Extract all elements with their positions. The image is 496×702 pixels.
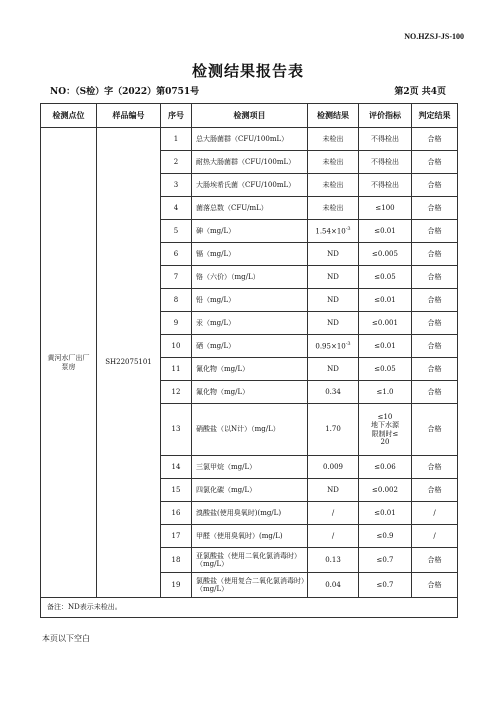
test-item: 四氯化碳（mg/L） — [192, 479, 308, 502]
result-value: ND — [327, 364, 339, 373]
result-exponent: -3 — [345, 341, 351, 348]
evaluation-limit: ≤0.7 — [359, 573, 412, 598]
header-limit: 评价指标 — [359, 104, 412, 128]
row-number: 2 — [161, 151, 192, 174]
row-number: 6 — [161, 243, 192, 266]
verdict: 合格 — [412, 573, 458, 598]
test-result — [308, 404, 359, 456]
row-number: 1 — [161, 128, 192, 151]
verdict: 合格 — [412, 404, 458, 456]
row-number: 11 — [161, 358, 192, 381]
test-result — [308, 266, 359, 289]
verdict: 合格 — [412, 266, 458, 289]
footer-blank-note: 本页以下空白 — [42, 634, 90, 643]
evaluation-limit: ≤0.05 — [359, 358, 412, 381]
test-result — [308, 128, 359, 151]
report-number: NO：（S检）字（2022）第0751号 — [50, 87, 200, 97]
result-value: ND — [327, 249, 339, 258]
test-result — [308, 525, 359, 548]
sample-id-cell: SH22075101 — [97, 128, 161, 598]
result-value: ND — [327, 318, 339, 327]
row-number: 19 — [161, 573, 192, 598]
result-value: 未检出 — [322, 180, 344, 189]
row-number: 18 — [161, 548, 192, 573]
evaluation-limit: ≤0.005 — [359, 243, 412, 266]
verdict: / — [412, 525, 458, 548]
result-value: 0.13 — [325, 555, 341, 564]
row-number: 17 — [161, 525, 192, 548]
test-result — [308, 220, 359, 243]
result-value: 0.04 — [325, 580, 341, 589]
location-cell: 黄河水厂出厂泵房 — [41, 128, 97, 598]
test-item: 亚氯酸盐（使用二氧化氯消毒时）（mg/L） — [192, 548, 308, 573]
note-text: 备注：ND表示未检出。 — [41, 598, 458, 618]
row-number: 3 — [161, 174, 192, 197]
test-result — [308, 243, 359, 266]
test-item: 菌落总数（CFU/mL） — [192, 197, 308, 220]
test-result — [308, 381, 359, 404]
row-number: 7 — [161, 266, 192, 289]
evaluation-limit: ≤0.01 — [359, 335, 412, 358]
row-number: 16 — [161, 502, 192, 525]
result-exponent: -3 — [345, 226, 351, 233]
verdict: 合格 — [412, 548, 458, 573]
verdict: 合格 — [412, 479, 458, 502]
evaluation-limit: ≤0.05 — [359, 266, 412, 289]
row-number: 12 — [161, 381, 192, 404]
result-value: 1.70 — [325, 425, 341, 434]
row-number: 4 — [161, 197, 192, 220]
result-value: 未检出 — [322, 203, 344, 212]
result-value: 0.95×10 — [315, 342, 346, 351]
verdict: 合格 — [412, 243, 458, 266]
result-value: 未检出 — [322, 157, 344, 166]
row-number: 15 — [161, 479, 192, 502]
header-verdict: 判定结果 — [412, 104, 458, 128]
table-row — [41, 128, 458, 151]
row-number: 9 — [161, 312, 192, 335]
evaluation-limit: ≤1.0 — [359, 381, 412, 404]
verdict: 合格 — [412, 197, 458, 220]
test-item: 三氯甲烷（mg/L） — [192, 456, 308, 479]
test-result — [308, 573, 359, 598]
result-value: ND — [327, 485, 339, 494]
test-item: 氟化物（mg/L） — [192, 381, 308, 404]
test-result — [308, 335, 359, 358]
test-result — [308, 197, 359, 220]
result-value: / — [331, 508, 335, 517]
result-value: 未检出 — [322, 134, 344, 143]
row-number: 13 — [161, 404, 192, 456]
result-value: / — [331, 531, 335, 540]
verdict: 合格 — [412, 312, 458, 335]
test-result — [308, 358, 359, 381]
test-item: 汞（mg/L） — [192, 312, 308, 335]
evaluation-limit: ≤0.9 — [359, 525, 412, 548]
verdict: 合格 — [412, 335, 458, 358]
header-location: 检测点位 — [41, 104, 97, 128]
test-item: 硒（mg/L） — [192, 335, 308, 358]
verdict: 合格 — [412, 151, 458, 174]
test-result — [308, 502, 359, 525]
test-result — [308, 456, 359, 479]
evaluation-limit: ≤0.002 — [359, 479, 412, 502]
test-item: 溴酸盐(使用臭氧时)(mg/L) — [192, 502, 308, 525]
test-item: 镉（mg/L） — [192, 243, 308, 266]
test-item: 氯酸盐（使用复合二氧化氯消毒时）（mg/L） — [192, 573, 308, 598]
verdict: 合格 — [412, 128, 458, 151]
test-item: 大肠埃希氏菌（CFU/100mL） — [192, 174, 308, 197]
verdict: 合格 — [412, 174, 458, 197]
test-item: 总大肠菌群（CFU/100mL） — [192, 128, 308, 151]
test-result — [308, 289, 359, 312]
note-row — [41, 598, 458, 618]
page-info: 第2页 共4页 — [394, 87, 446, 97]
evaluation-limit: ≤0.001 — [359, 312, 412, 335]
test-result — [308, 151, 359, 174]
test-item: 氰化物（mg/L） — [192, 358, 308, 381]
header-result: 检测结果 — [308, 104, 359, 128]
evaluation-limit: ≤100 — [359, 197, 412, 220]
verdict: 合格 — [412, 220, 458, 243]
evaluation-limit: ≤0.01 — [359, 289, 412, 312]
document-number: NO.HZSJ-JS-100 — [404, 32, 464, 41]
row-number: 5 — [161, 220, 192, 243]
test-item: 硝酸盐（以N计）（mg/L） — [192, 404, 308, 456]
result-value: ND — [327, 272, 339, 281]
evaluation-limit: ≤0.01 — [359, 502, 412, 525]
test-result — [308, 479, 359, 502]
row-number: 14 — [161, 456, 192, 479]
result-value: ND — [327, 295, 339, 304]
header-no: 序号 — [161, 104, 192, 128]
test-item: 耐热大肠菌群（CFU/100mL） — [192, 151, 308, 174]
evaluation-limit: 不得检出 — [359, 128, 412, 151]
test-item: 铅（mg/L） — [192, 289, 308, 312]
row-number: 10 — [161, 335, 192, 358]
test-result — [308, 312, 359, 335]
evaluation-limit: 不得检出 — [359, 174, 412, 197]
test-item: 铬（六价）（mg/L） — [192, 266, 308, 289]
evaluation-limit: ≤0.01 — [359, 220, 412, 243]
row-number: 8 — [161, 289, 192, 312]
evaluation-limit: ≤0.7 — [359, 548, 412, 573]
evaluation-limit: ≤10 地下水源 限制时≤ 20 — [359, 404, 412, 456]
verdict: 合格 — [412, 289, 458, 312]
page-title: 检测结果报告表 — [191, 62, 304, 80]
header-item: 检测项目 — [192, 104, 308, 128]
verdict: 合格 — [412, 358, 458, 381]
test-result — [308, 174, 359, 197]
test-result — [308, 548, 359, 573]
test-item: 砷（mg/L） — [192, 220, 308, 243]
verdict: / — [412, 502, 458, 525]
test-item: 甲醛（使用臭氧时）(mg/L) — [192, 525, 308, 548]
result-value: 0.009 — [322, 462, 344, 471]
header-sample-id: 样品编号 — [97, 104, 161, 128]
verdict: 合格 — [412, 456, 458, 479]
result-value: 0.34 — [325, 387, 341, 396]
results-table — [40, 103, 458, 618]
evaluation-limit: ≤0.06 — [359, 456, 412, 479]
evaluation-limit: 不得检出 — [359, 151, 412, 174]
table-header-row — [41, 104, 458, 128]
result-value: 1.54×10 — [315, 227, 346, 236]
verdict: 合格 — [412, 381, 458, 404]
